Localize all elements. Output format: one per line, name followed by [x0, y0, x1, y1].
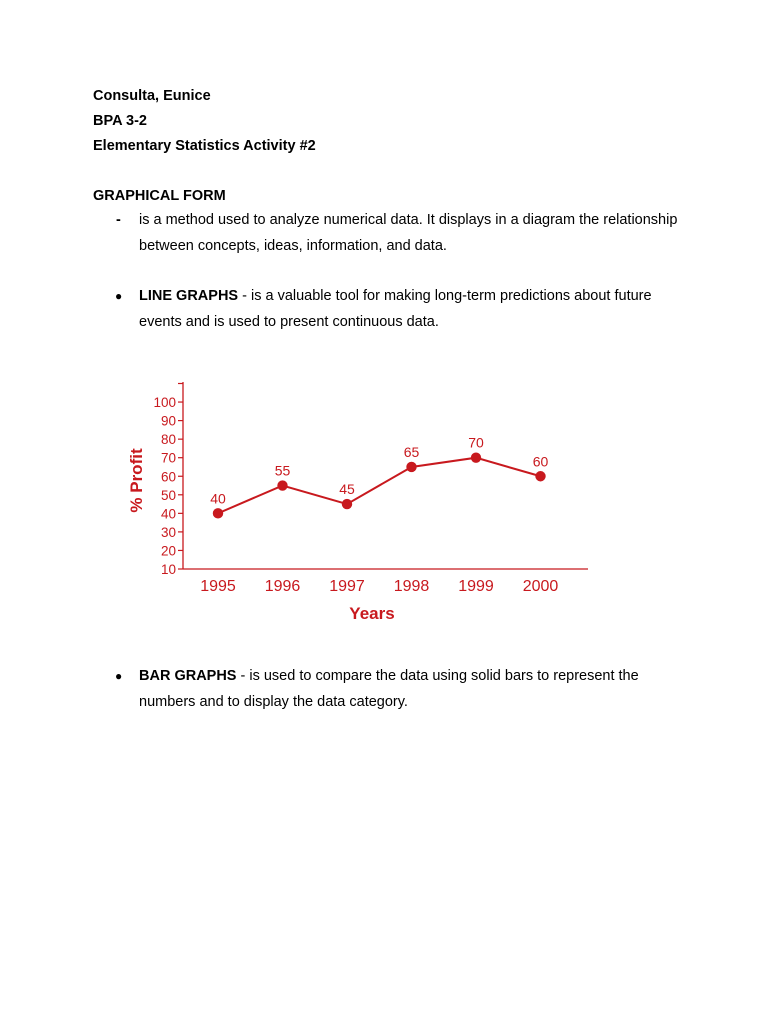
bullet-item-line-graphs [112, 284, 692, 335]
y-tick-label: 100 [153, 395, 176, 411]
data-point [213, 508, 223, 518]
term-description: - is used to compare the data using solid bars to represent the numbers and to display the data category. [139, 668, 639, 710]
x-tick-label: 2000 [522, 578, 559, 595]
y-axis-label: % Profit [127, 448, 146, 513]
y-tick-label: 40 [160, 506, 176, 522]
data-point [535, 471, 545, 481]
line-chart [120, 370, 600, 630]
data-point [277, 480, 287, 490]
data-point [471, 453, 481, 463]
y-tick-label: 30 [160, 524, 176, 540]
term-label: BAR GRAPHS [139, 668, 237, 684]
data-label: 55 [274, 462, 291, 479]
section-heading: GRAPHICAL FORM [93, 188, 226, 204]
data-points [210, 435, 548, 519]
x-tick-label: 1995 [200, 578, 236, 595]
series-line [218, 458, 541, 514]
y-tick-label: 50 [160, 487, 176, 503]
class-section: BPA 3-2 [93, 113, 147, 129]
dash-marker: - [116, 212, 121, 228]
x-axis-label: Years [349, 604, 395, 623]
activity-title: Elementary Statistics Activity #2 [93, 138, 316, 154]
author-name: Consulta, Eunice [93, 88, 211, 104]
bullet-text [139, 664, 692, 715]
definition-item [112, 208, 692, 259]
y-tick-label: 60 [160, 469, 176, 485]
data-label: 40 [210, 490, 226, 507]
data-point [342, 499, 352, 509]
y-tick-label: 20 [160, 543, 176, 559]
x-tick-label: 1997 [329, 578, 365, 595]
bullet-icon: ● [115, 289, 123, 303]
y-tick-label: 90 [160, 413, 176, 429]
data-label: 70 [468, 434, 484, 451]
data-point [406, 462, 416, 472]
bullet-icon: ● [115, 669, 123, 683]
x-axis-ticks [200, 578, 558, 595]
data-label: 45 [339, 481, 355, 498]
x-tick-label: 1999 [458, 578, 494, 595]
y-tick-label: 70 [160, 450, 176, 466]
x-tick-label: 1998 [393, 578, 430, 595]
data-label: 65 [403, 443, 420, 460]
x-tick-label: 1996 [264, 578, 301, 595]
y-axis-ticks [153, 384, 183, 578]
y-tick-label: 10 [160, 562, 176, 577]
term-description: - is a valuable tool for making long-term predictions about future events and is used to present continuous data. [139, 288, 652, 330]
data-label: 60 [532, 453, 549, 470]
bullet-text [139, 284, 692, 335]
definition-text: is a method used to analyze numerical data. It displays in a diagram the relationship between concepts, ideas, information, and data. [139, 212, 678, 254]
term-label: LINE GRAPHS [139, 288, 239, 304]
bullet-item-bar-graphs [112, 664, 692, 715]
y-tick-label: 80 [160, 432, 176, 448]
